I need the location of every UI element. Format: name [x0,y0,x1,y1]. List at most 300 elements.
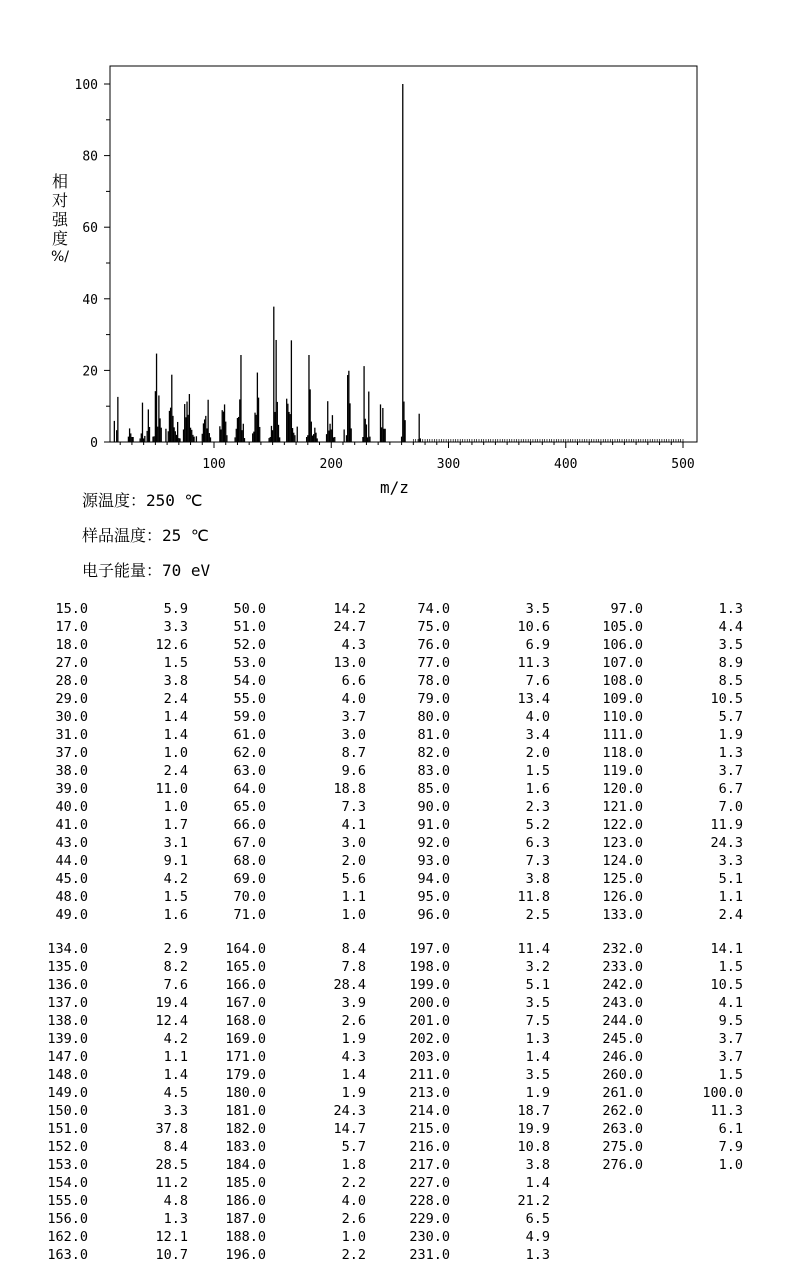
mz-value: 17.0 [55,619,88,635]
mz-value: 118.0 [602,745,643,761]
intensity-value: 10.7 [155,1247,188,1263]
intensity-value: 1.5 [718,1067,743,1083]
mz-value: 95.0 [417,889,450,905]
mz-value: 63.0 [233,763,266,779]
mz-value: 78.0 [417,673,450,689]
intensity-value: 7.6 [525,673,550,689]
peak-table-row [0,1192,794,1210]
intensity-value: 3.8 [525,871,550,887]
mz-value: 28.0 [55,673,88,689]
mz-value: 107.0 [602,655,643,671]
peak-table-row [0,798,794,816]
intensity-value: 7.5 [525,1013,550,1029]
mz-value: 187.0 [225,1211,266,1227]
intensity-value: 1.6 [525,781,550,797]
x-tick-label: 200 [319,457,343,472]
peak-table-row [0,1138,794,1156]
peak-table-row [0,762,794,780]
mz-value: 163.0 [47,1247,88,1263]
intensity-value: 3.5 [525,1067,550,1083]
mz-value: 171.0 [225,1049,266,1065]
mz-value: 64.0 [233,781,266,797]
intensity-value: 4.4 [718,619,743,635]
peak-table-row [0,1228,794,1246]
mz-value: 186.0 [225,1193,266,1209]
y-tick-label: 100 [74,78,98,93]
intensity-value: 3.7 [718,1031,743,1047]
intensity-value: 4.0 [341,1193,366,1209]
mz-value: 211.0 [409,1067,450,1083]
intensity-value: 3.1 [163,835,188,851]
mz-value: 70.0 [233,889,266,905]
intensity-value: 1.1 [163,1049,188,1065]
mz-value: 134.0 [47,941,88,957]
condition-value: 250 ℃ [146,491,203,510]
peak-table-row [0,1156,794,1174]
intensity-value: 8.5 [718,673,743,689]
intensity-value: 12.1 [155,1229,188,1245]
mz-value: 275.0 [602,1139,643,1155]
intensity-value: 1.0 [341,907,366,923]
intensity-value: 4.0 [341,691,366,707]
intensity-value: 10.6 [517,619,550,635]
x-axis-label: m/z [380,478,409,497]
mz-value: 276.0 [602,1157,643,1173]
intensity-value: 5.1 [525,977,550,993]
intensity-value: 19.9 [517,1121,550,1137]
intensity-value: 12.6 [155,637,188,653]
mz-value: 183.0 [225,1139,266,1155]
peak-table-row [0,870,794,888]
mz-value: 15.0 [55,601,88,617]
peak-table-row [0,1012,794,1030]
mz-value: 201.0 [409,1013,450,1029]
mz-value: 61.0 [233,727,266,743]
mz-value: 137.0 [47,995,88,1011]
intensity-value: 8.9 [718,655,743,671]
mz-value: 152.0 [47,1139,88,1155]
mz-value: 123.0 [602,835,643,851]
mz-value: 155.0 [47,1193,88,1209]
mz-value: 231.0 [409,1247,450,1263]
mz-value: 120.0 [602,781,643,797]
intensity-value: 1.4 [163,727,188,743]
mz-value: 217.0 [409,1157,450,1173]
mz-value: 213.0 [409,1085,450,1101]
mz-value: 66.0 [233,817,266,833]
electron-energy [82,558,210,581]
x-tick-label: 100 [202,457,226,472]
intensity-value: 6.6 [341,673,366,689]
peak-table-row [0,744,794,762]
mz-value: 49.0 [55,907,88,923]
source-temperature [82,488,203,511]
mz-value: 243.0 [602,995,643,1011]
mz-value: 126.0 [602,889,643,905]
intensity-value: 4.3 [341,1049,366,1065]
peak-table-row [0,994,794,1012]
intensity-value: 9.1 [163,853,188,869]
mz-value: 216.0 [409,1139,450,1155]
peak-table-row [0,940,794,958]
mz-value: 156.0 [47,1211,88,1227]
intensity-value: 2.9 [163,941,188,957]
intensity-value: 14.2 [333,601,366,617]
intensity-value: 3.5 [525,601,550,617]
mz-value: 97.0 [610,601,643,617]
mz-value: 30.0 [55,709,88,725]
mz-value: 179.0 [225,1067,266,1083]
x-tick-label: 500 [671,457,695,472]
mass-spectrum-chart [0,0,794,500]
intensity-value: 2.2 [341,1247,366,1263]
intensity-value: 11.3 [517,655,550,671]
intensity-value: 1.8 [341,1157,366,1173]
mz-value: 149.0 [47,1085,88,1101]
mz-value: 232.0 [602,941,643,957]
mz-value: 153.0 [47,1157,88,1173]
mz-value: 214.0 [409,1103,450,1119]
mz-value: 76.0 [417,637,450,653]
intensity-value: 100.0 [702,1085,743,1101]
condition-label: 电子能量： [82,561,163,580]
peak-table-row [0,780,794,798]
mz-value: 67.0 [233,835,266,851]
mz-value: 124.0 [602,853,643,869]
peak-table-row [0,672,794,690]
mz-value: 196.0 [225,1247,266,1263]
mz-value: 197.0 [409,941,450,957]
intensity-value: 28.4 [333,977,366,993]
mz-value: 262.0 [602,1103,643,1119]
intensity-value: 2.6 [341,1211,366,1227]
x-tick-label: 400 [554,457,578,472]
intensity-value: 2.0 [525,745,550,761]
intensity-value: 6.7 [718,781,743,797]
y-axis-label-char: 对 [51,191,68,210]
condition-value: 70 eV [162,561,211,580]
intensity-value: 1.9 [341,1031,366,1047]
mz-value: 203.0 [409,1049,450,1065]
mz-value: 92.0 [417,835,450,851]
mz-value: 133.0 [602,907,643,923]
intensity-value: 7.8 [341,959,366,975]
intensity-value: 5.1 [718,871,743,887]
mz-value: 68.0 [233,853,266,869]
y-tick-label: 60 [82,221,98,237]
mz-value: 41.0 [55,817,88,833]
intensity-value: 3.8 [163,673,188,689]
mz-value: 168.0 [225,1013,266,1029]
peak-table-row [0,1210,794,1228]
mz-value: 180.0 [225,1085,266,1101]
mz-value: 91.0 [417,817,450,833]
intensity-value: 2.2 [341,1175,366,1191]
peak-table-row [0,1102,794,1120]
mz-value: 83.0 [417,763,450,779]
intensity-value: 1.9 [525,1085,550,1101]
intensity-value: 3.5 [525,995,550,1011]
intensity-value: 1.9 [718,727,743,743]
peak-table-row [0,834,794,852]
intensity-value: 10.8 [517,1139,550,1155]
peak-table-row [0,906,794,924]
intensity-value: 2.4 [163,763,188,779]
mz-value: 94.0 [417,871,450,887]
intensity-value: 3.9 [341,995,366,1011]
intensity-value: 1.1 [341,889,366,905]
mz-value: 54.0 [233,673,266,689]
mz-value: 111.0 [602,727,643,743]
intensity-value: 4.8 [163,1193,188,1209]
intensity-value: 14.7 [333,1121,366,1137]
intensity-value: 6.9 [525,637,550,653]
mz-value: 167.0 [225,995,266,1011]
mz-value: 85.0 [417,781,450,797]
intensity-value: 7.3 [341,799,366,815]
peak-table-row [0,958,794,976]
intensity-value: 1.7 [163,817,188,833]
mz-value: 260.0 [602,1067,643,1083]
mz-value: 122.0 [602,817,643,833]
intensity-value: 1.1 [718,889,743,905]
intensity-value: 3.3 [718,853,743,869]
peak-table-row [0,636,794,654]
intensity-value: 8.2 [163,959,188,975]
mz-value: 198.0 [409,959,450,975]
intensity-value: 1.6 [163,907,188,923]
mz-value: 48.0 [55,889,88,905]
intensity-value: 3.2 [525,959,550,975]
mz-value: 233.0 [602,959,643,975]
mz-value: 138.0 [47,1013,88,1029]
mz-value: 96.0 [417,907,450,923]
intensity-value: 11.2 [155,1175,188,1191]
intensity-value: 3.5 [718,637,743,653]
intensity-value: 7.0 [718,799,743,815]
mz-value: 200.0 [409,995,450,1011]
y-axis-label-char: %/ [50,249,70,265]
mz-value: 182.0 [225,1121,266,1137]
peak-table-row [0,816,794,834]
mz-value: 75.0 [417,619,450,635]
intensity-value: 4.0 [525,709,550,725]
peak-table-row [0,1174,794,1192]
mz-value: 51.0 [233,619,266,635]
mz-value: 40.0 [55,799,88,815]
intensity-value: 3.7 [718,763,743,779]
mz-value: 166.0 [225,977,266,993]
mz-value: 44.0 [55,853,88,869]
peak-table-row [0,888,794,906]
intensity-value: 4.1 [718,995,743,1011]
peak-bars [114,84,420,442]
mz-value: 202.0 [409,1031,450,1047]
intensity-value: 1.4 [163,709,188,725]
mz-value: 188.0 [225,1229,266,1245]
mz-value: 242.0 [602,977,643,993]
intensity-value: 3.0 [341,835,366,851]
mz-value: 53.0 [233,655,266,671]
intensity-value: 1.0 [163,799,188,815]
mz-value: 215.0 [409,1121,450,1137]
intensity-value: 13.4 [517,691,550,707]
mz-value: 38.0 [55,763,88,779]
mz-value: 59.0 [233,709,266,725]
mz-value: 39.0 [55,781,88,797]
peak-table-row [0,1120,794,1138]
intensity-value: 9.6 [341,763,366,779]
intensity-value: 1.3 [718,745,743,761]
mz-value: 230.0 [409,1229,450,1245]
mz-value: 45.0 [55,871,88,887]
mz-value: 151.0 [47,1121,88,1137]
intensity-value: 3.4 [525,727,550,743]
mz-value: 81.0 [417,727,450,743]
mz-value: 184.0 [225,1157,266,1173]
mz-value: 181.0 [225,1103,266,1119]
intensity-value: 3.3 [163,1103,188,1119]
intensity-value: 11.3 [710,1103,743,1119]
mz-value: 29.0 [55,691,88,707]
intensity-value: 1.5 [525,763,550,779]
mz-value: 108.0 [602,673,643,689]
mz-value: 150.0 [47,1103,88,1119]
condition-value: 25 ℃ [162,526,209,545]
mz-value: 244.0 [602,1013,643,1029]
intensity-value: 1.3 [525,1247,550,1263]
sample-temperature [82,523,209,546]
mz-value: 119.0 [602,763,643,779]
intensity-value: 1.5 [718,959,743,975]
intensity-value: 4.9 [525,1229,550,1245]
intensity-value: 11.8 [517,889,550,905]
y-axis [75,78,110,451]
intensity-value: 6.3 [525,835,550,851]
intensity-value: 5.2 [525,817,550,833]
intensity-value: 3.7 [718,1049,743,1065]
intensity-value: 37.8 [155,1121,188,1137]
mz-value: 169.0 [225,1031,266,1047]
peak-table-row [0,1048,794,1066]
mz-value: 263.0 [602,1121,643,1137]
mz-value: 164.0 [225,941,266,957]
mz-value: 77.0 [417,655,450,671]
intensity-value: 2.6 [341,1013,366,1029]
intensity-value: 1.4 [525,1175,550,1191]
mz-value: 82.0 [417,745,450,761]
intensity-value: 1.3 [163,1211,188,1227]
intensity-value: 5.7 [718,709,743,725]
intensity-value: 3.7 [341,709,366,725]
intensity-value: 19.4 [155,995,188,1011]
mz-value: 154.0 [47,1175,88,1191]
intensity-value: 24.7 [333,619,366,635]
mz-value: 162.0 [47,1229,88,1245]
mz-value: 109.0 [602,691,643,707]
peak-table-row [0,654,794,672]
intensity-value: 1.5 [163,655,188,671]
mz-value: 50.0 [233,601,266,617]
intensity-value: 5.6 [341,871,366,887]
intensity-value: 3.8 [525,1157,550,1173]
peak-table-row [0,726,794,744]
mz-value: 31.0 [55,727,88,743]
intensity-value: 21.2 [517,1193,550,1209]
intensity-value: 4.3 [341,637,366,653]
intensity-value: 7.9 [718,1139,743,1155]
intensity-value: 1.0 [718,1157,743,1173]
mz-value: 74.0 [417,601,450,617]
intensity-value: 1.3 [525,1031,550,1047]
intensity-value: 5.7 [341,1139,366,1155]
mz-value: 69.0 [233,871,266,887]
mz-value: 227.0 [409,1175,450,1191]
intensity-value: 4.2 [163,871,188,887]
intensity-value: 10.5 [710,977,743,993]
intensity-value: 1.5 [163,889,188,905]
mz-value: 55.0 [233,691,266,707]
mz-value: 65.0 [233,799,266,815]
y-tick-label: 40 [82,292,98,308]
intensity-value: 6.5 [525,1211,550,1227]
intensity-value: 8.7 [341,745,366,761]
peak-table-row [0,600,794,618]
y-axis-label-char: 相 [51,172,68,191]
peak-table-row [0,1084,794,1102]
intensity-value: 2.3 [525,799,550,815]
intensity-value: 9.5 [718,1013,743,1029]
intensity-value: 5.9 [163,601,188,617]
intensity-value: 2.5 [525,907,550,923]
mz-value: 62.0 [233,745,266,761]
intensity-value: 2.4 [163,691,188,707]
intensity-value: 13.0 [333,655,366,671]
intensity-value: 8.4 [163,1139,188,1155]
intensity-value: 4.1 [341,817,366,833]
mz-value: 79.0 [417,691,450,707]
intensity-value: 3.0 [341,727,366,743]
mz-value: 245.0 [602,1031,643,1047]
mz-value: 18.0 [55,637,88,653]
mz-value: 93.0 [417,853,450,869]
mz-value: 110.0 [602,709,643,725]
mz-value: 106.0 [602,637,643,653]
intensity-value: 11.9 [710,817,743,833]
y-tick-label: 80 [82,149,98,165]
intensity-value: 28.5 [155,1157,188,1173]
intensity-value: 3.3 [163,619,188,635]
peak-table-row [0,976,794,994]
intensity-value: 2.4 [718,907,743,923]
intensity-value: 14.1 [710,941,743,957]
condition-label: 源温度： [82,491,147,510]
mz-value: 185.0 [225,1175,266,1191]
mz-value: 147.0 [47,1049,88,1065]
intensity-value: 1.3 [718,601,743,617]
peak-table-row [0,852,794,870]
plot-frame [110,66,697,442]
intensity-value: 24.3 [333,1103,366,1119]
mz-value: 165.0 [225,959,266,975]
intensity-value: 10.5 [710,691,743,707]
intensity-value: 7.6 [163,977,188,993]
intensity-value: 1.4 [163,1067,188,1083]
mz-value: 199.0 [409,977,450,993]
intensity-value: 1.0 [341,1229,366,1245]
intensity-value: 8.4 [341,941,366,957]
peak-table-row [0,1246,794,1264]
